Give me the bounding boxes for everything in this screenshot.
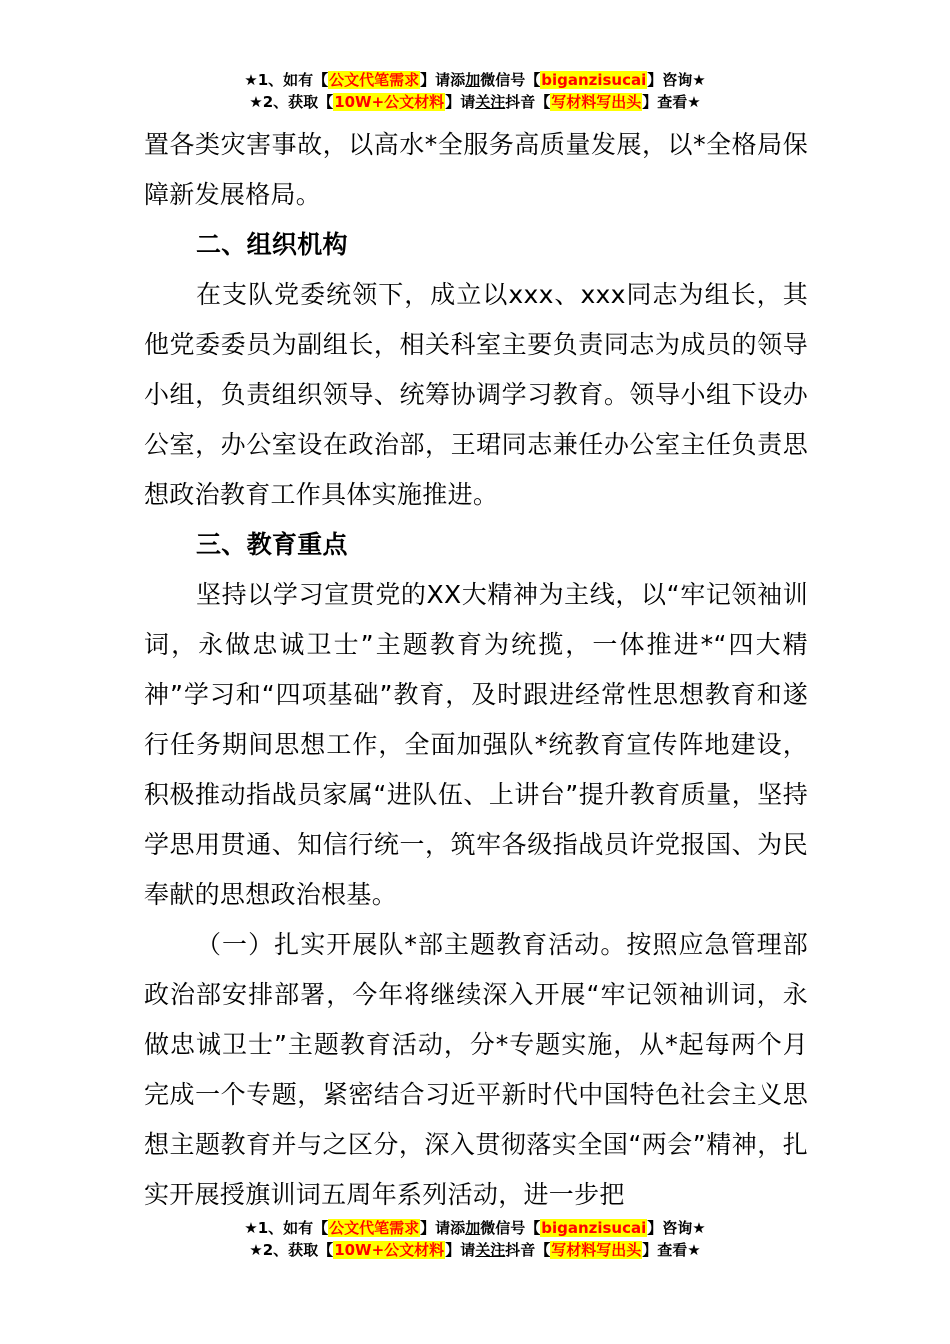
highlighted-keyword: 10W+公文材料: [334, 1241, 445, 1259]
organization-paragraph: 在支队党委统领下，成立以xxx、xxx同志为组长，其他党委委员为副组长，相关科室主要负责同志为成员的领导小组，负责组织领导、统筹协调学习教育。领导小组下设办公室，办公室设在政治部，王珺同志兼任办公室主任负责思想政治教育工作具体实施推进。: [144, 280, 808, 509]
notice-text: 】请: [445, 1241, 476, 1259]
notice-text: 微信号【: [480, 1219, 541, 1237]
underlined-keyword: 加: [465, 71, 481, 89]
douyin-account: 写材料写出头: [551, 1241, 642, 1259]
underlined-keyword: 关注: [475, 93, 506, 111]
continued-paragraph: 置各类灾害事故，以高水*全服务高质量发展，以*全格局保障新发展格局。: [144, 130, 808, 209]
item-one-paragraph: （一）扎实开展队*部主题教育活动。按照应急管理部政治部安排部署，今年将继续深入开展“牢记领袖训词，永做忠诚卫士”主题教育活动，分*专题实施，从*起每两个月完成一个专题，紧密结合习近平新时代中国特色社会主义思想主题教育并与之区分，深入贯彻落实全国“两会”精神，扎实开展授旗训词五周年系列活动，进一步把: [144, 930, 808, 1209]
highlighted-keyword: 公文代笔需求: [329, 71, 420, 89]
notice-text: 】查看★: [642, 93, 701, 111]
document-body: [144, 120, 808, 1220]
notice-text: 】请添: [420, 1219, 466, 1237]
underlined-keyword: 关注: [475, 1241, 506, 1259]
notice-text: 】咨询★: [647, 1219, 706, 1237]
highlighted-keyword: 10W+公文材料: [334, 93, 445, 111]
notice-text: ★1、如有【: [244, 71, 329, 89]
footer-notice-banner: [0, 1217, 950, 1261]
notice-text: 】查看★: [642, 1241, 701, 1259]
notice-text: 微信号【: [480, 71, 541, 89]
notice-line-1: [0, 1217, 950, 1239]
notice-text: ★1、如有【: [244, 1219, 329, 1237]
highlighted-keyword: 公文代笔需求: [329, 1219, 420, 1237]
notice-line-1: [0, 69, 950, 91]
notice-text: 】请添: [420, 71, 466, 89]
notice-text: 抖音【: [505, 93, 551, 111]
notice-text: 】咨询★: [647, 71, 706, 89]
douyin-account: 写材料写出头: [551, 93, 642, 111]
notice-text: ★2、获取【: [249, 1241, 334, 1259]
section-heading-organization: 二、组织机构: [196, 230, 348, 259]
notice-text: 】请: [445, 93, 476, 111]
header-notice-banner: [0, 69, 950, 113]
underlined-keyword: 加: [465, 1219, 481, 1237]
focus-paragraph: 坚持以学习宣贯党的XX大精神为主线，以“牢记领袖训词，永做忠诚卫士”主题教育为统揽，一体推进*“四大精神”学习和“四项基础”教育，及时跟进经常性思想教育和遂行任务期间思想工作，全面加强队*统教育宣传阵地建设，积极推动指战员家属“进队伍、上讲台”提升教育质量，坚持学思用贯通、知信行统一，筑牢各级指战员许党报国、为民奉献的思想政治根基。: [144, 580, 808, 909]
section-heading-focus: 三、教育重点: [196, 530, 348, 559]
wechat-id: biganzisucai: [541, 1219, 647, 1237]
notice-text: ★2、获取【: [249, 93, 334, 111]
wechat-id: biganzisucai: [541, 71, 647, 89]
notice-line-2: [0, 1239, 950, 1261]
notice-text: 抖音【: [505, 1241, 551, 1259]
notice-line-2: [0, 91, 950, 113]
